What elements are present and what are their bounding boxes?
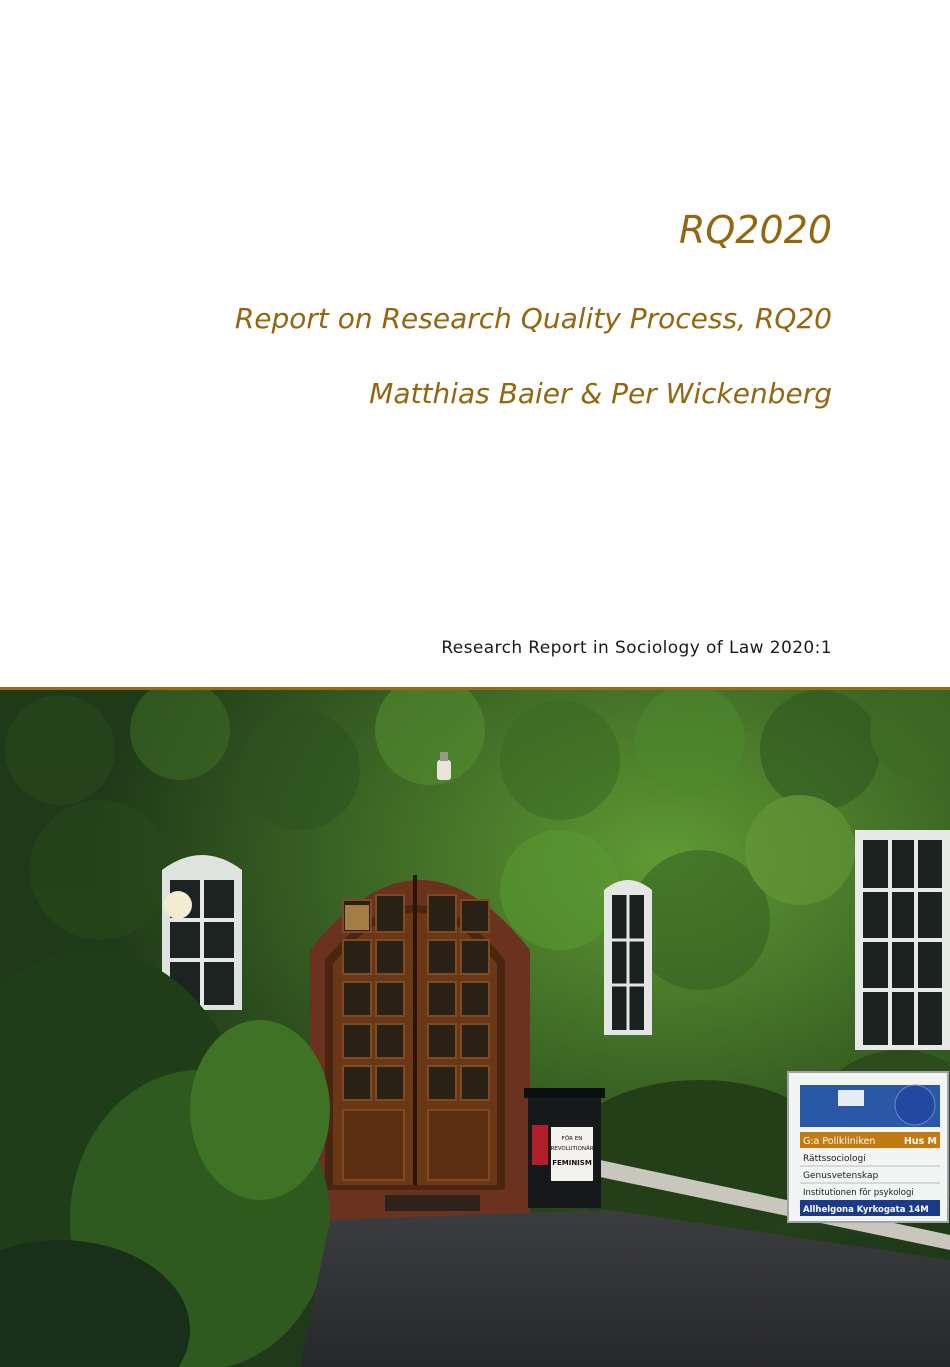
sign-row-1: Rättssociologi	[803, 1154, 866, 1164]
report-authors: Matthias Baier & Per Wickenberg	[369, 377, 832, 410]
poster-line-1: FÖR EN	[561, 1136, 583, 1142]
sign-header-right: Hus M	[903, 1136, 937, 1147]
sign-row-3: Institutionen för psykologi	[803, 1188, 914, 1198]
sign-header-left: G:a Polikliniken	[803, 1136, 876, 1147]
report-series: Research Report in Sociology of Law 2020:1	[441, 638, 832, 658]
entrance-door	[325, 875, 505, 1190]
sign-footer: Allhelgona Kyrkogata 14M	[803, 1205, 929, 1215]
sign-row-2: Genusvetenskap	[803, 1171, 879, 1181]
right-window	[855, 830, 950, 1050]
center-window	[604, 880, 652, 1035]
poster-line-2: REVOLUTIONÄR	[550, 1146, 594, 1152]
report-subtitle: Report on Research Quality Process, RQ20	[234, 302, 832, 335]
poster-line-3: FEMINISM	[552, 1159, 592, 1167]
litter-bin	[524, 1088, 605, 1208]
report-title: RQ2020	[678, 208, 832, 252]
building-sign	[788, 1072, 948, 1222]
cover-photo	[0, 690, 950, 1367]
